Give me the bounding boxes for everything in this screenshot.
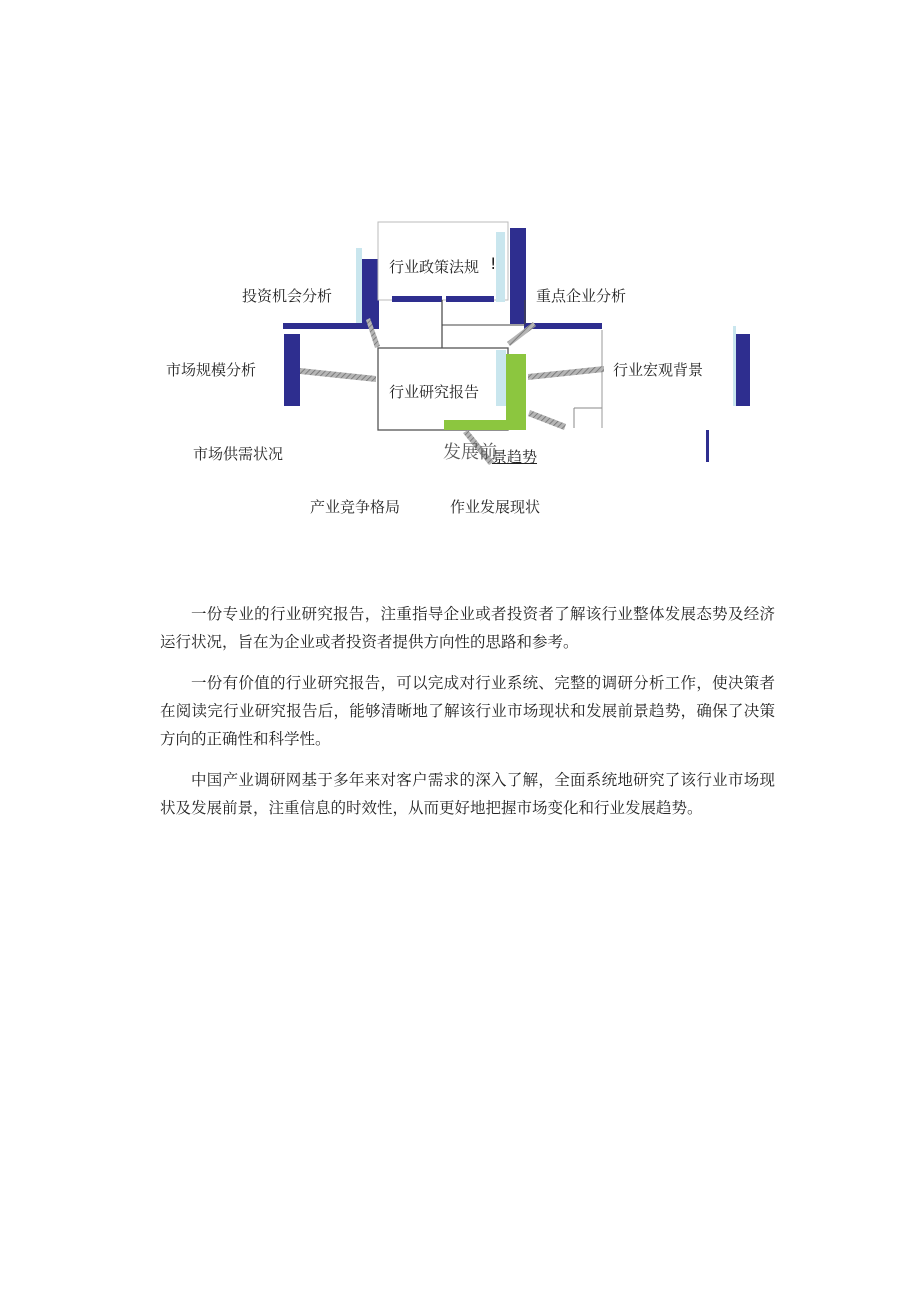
navy-ledge-left: [283, 323, 379, 329]
node-outlook-part-a: 发展前: [443, 442, 497, 463]
node-supply-demand: 市场供需状况: [193, 445, 284, 463]
navy-bar-left: [284, 334, 300, 406]
node-policy: 行业政策法规: [389, 258, 480, 276]
arrow-market-size: [300, 368, 376, 382]
node-status: 作业发展现状: [450, 498, 541, 516]
cyan-bar-center: [496, 350, 506, 406]
node-outlook-part-b: 景趋势: [492, 448, 538, 466]
arrow-key-companies: [507, 322, 536, 346]
node-center: 行业研究报告: [389, 383, 480, 401]
navy-under-policy-2: [446, 296, 494, 302]
node-investment: 投资机会分析: [242, 287, 333, 305]
node-market-size: 市场规模分析: [166, 361, 257, 379]
lime-base: [444, 420, 526, 430]
node-key-companies: 重点企业分析: [536, 287, 627, 305]
exclamation-mark: !: [490, 254, 497, 273]
navy-under-policy: [392, 296, 442, 302]
lime-bar: [506, 354, 526, 426]
cyan-bar-top-left: [356, 248, 362, 326]
navy-tick-far-right: [706, 430, 709, 462]
paragraph-2: 一份有价值的行业研究报告，可以完成对行业系统、完整的调研分析工作，使决策者在阅读完行业研究报告后，能够清晰地了解该行业市场现状和发展前景趋势，确保了决策方向的正确性和科学性。: [160, 674, 775, 748]
paragraph-3: 中国产业调研网基于多年来对客户需求的深入了解，全面系统地研究了该行业市场现状及发展前景，注重信息的时效性，从而更好地把握市场变化和行业发展趋势。: [160, 771, 775, 817]
navy-bar-far-right: [736, 334, 750, 406]
report-structure-diagram: [0, 0, 920, 560]
paragraph-1: 一份专业的行业研究报告，注重指导企业或者投资者了解该行业整体发展态势及经济运行状况，旨在为企业或者投资者提供方向性的思路和参考。: [160, 605, 775, 651]
arrow-macro: [528, 366, 604, 380]
body-text: [160, 600, 775, 835]
navy-bar-top-right: [510, 228, 526, 324]
diagram-graphics: [0, 0, 920, 560]
cyan-bar-top-right: [496, 232, 505, 302]
arrow-outlook: [528, 410, 566, 430]
node-macro: 行业宏观背景: [613, 361, 704, 379]
node-competition: 产业竞争格局: [310, 498, 401, 516]
cyan-bar-far-right: [733, 326, 736, 406]
navy-bar-top-left: [362, 259, 379, 326]
